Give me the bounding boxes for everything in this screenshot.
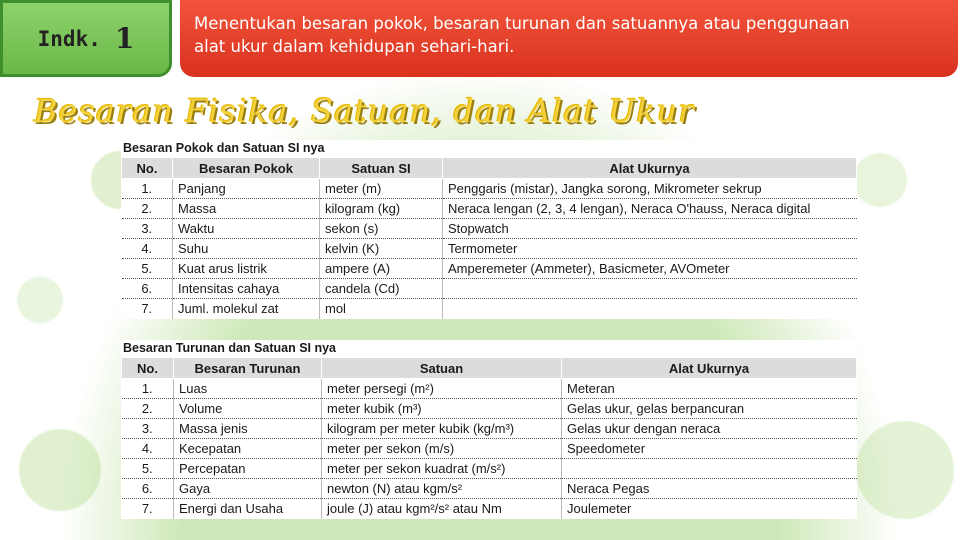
cell-instrument: Penggaris (mistar), Jangka sorong, Mikrometer sekrup <box>443 179 857 199</box>
derived-quantities-panel <box>121 340 857 519</box>
cell-quantity: Kecepatan <box>174 439 322 459</box>
cell-no: 4. <box>122 439 174 459</box>
cell-unit: newton (N) atau kgm/s² <box>322 479 562 499</box>
cell-instrument: Speedometer <box>562 439 857 459</box>
table-row <box>122 439 857 459</box>
cell-instrument: Neraca lengan (2, 3, 4 lengan), Neraca O'hauss, Neraca digital <box>443 199 857 219</box>
column-header-quantity: Besaran Pokok <box>173 158 320 179</box>
cell-no: 1. <box>122 379 174 399</box>
cell-no: 5. <box>122 259 173 279</box>
table-header-row <box>122 358 857 379</box>
cell-quantity: Luas <box>174 379 322 399</box>
base-quantities-caption: Besaran Pokok dan Satuan SI nya <box>123 141 325 155</box>
table-row <box>122 259 857 279</box>
derived-quantities-table <box>121 357 857 519</box>
column-header-no: No. <box>122 158 173 179</box>
cell-instrument: Meteran <box>562 379 857 399</box>
cell-instrument: Amperemeter (Ammeter), Basicmeter, AVOmeter <box>443 259 857 279</box>
table-row <box>122 299 857 319</box>
cell-no: 7. <box>122 299 173 319</box>
column-header-unit: Satuan SI <box>320 158 443 179</box>
cell-quantity: Waktu <box>173 219 320 239</box>
table-row <box>122 399 857 419</box>
cell-unit: meter (m) <box>320 179 443 199</box>
cell-instrument: Gelas ukur dengan neraca <box>562 419 857 439</box>
cell-quantity: Suhu <box>173 239 320 259</box>
cell-quantity: Gaya <box>174 479 322 499</box>
cell-quantity: Massa <box>173 199 320 219</box>
table-row <box>122 459 857 479</box>
cell-unit: ampere (A) <box>320 259 443 279</box>
cell-quantity: Juml. molekul zat <box>173 299 320 319</box>
column-header-unit: Satuan <box>322 358 562 379</box>
learning-goal-banner <box>180 0 958 77</box>
slide-title: Besaran Fisika, Satuan, dan Alat Ukur <box>34 92 695 130</box>
table-row <box>122 499 857 519</box>
cell-no: 4. <box>122 239 173 259</box>
cell-quantity: Percepatan <box>174 459 322 479</box>
table-header-row <box>122 158 857 179</box>
cell-no: 5. <box>122 459 174 479</box>
cell-quantity: Massa jenis <box>174 419 322 439</box>
cell-unit: kelvin (K) <box>320 239 443 259</box>
cell-quantity: Energi dan Usaha <box>174 499 322 519</box>
column-header-instrument: Alat Ukurnya <box>562 358 857 379</box>
cell-no: 3. <box>122 419 174 439</box>
cell-instrument: Joulemeter <box>567 501 632 517</box>
cell-unit: meter persegi (m²) <box>322 379 562 399</box>
cell-no: 7. <box>122 499 174 519</box>
indicator-number: 1 <box>114 22 135 55</box>
cell-quantity: Kuat arus listrik <box>173 259 320 279</box>
base-quantities-panel <box>121 140 857 319</box>
column-header-quantity: Besaran Turunan <box>174 358 322 379</box>
cell-quantity: Volume <box>174 399 322 419</box>
cell-instrument: Gelas ukur, gelas berpancuran <box>562 399 857 419</box>
cell-instrument <box>562 459 857 479</box>
table-row <box>122 379 857 399</box>
table-row <box>122 419 857 439</box>
indicator-badge <box>0 0 172 77</box>
column-header-no: No. <box>122 358 174 379</box>
cell-no: 2. <box>122 199 173 219</box>
table-row <box>122 179 857 199</box>
base-quantities-table <box>121 157 857 319</box>
cell-unit: kilogram (kg) <box>320 199 443 219</box>
table-row <box>122 199 857 219</box>
cell-instrument: Neraca Pegas <box>562 479 857 499</box>
cell-no: 2. <box>122 399 174 419</box>
cell-unit: meter per sekon (m/s) <box>322 439 562 459</box>
indicator-label: Indk. <box>37 26 101 51</box>
cell-unit: meter per sekon kuadrat (m/s²) <box>322 459 562 479</box>
cell-quantity: Panjang <box>173 179 320 199</box>
learning-goal-line-2: alat ukur dalam kehidupan sehari-hari. <box>194 37 515 56</box>
cell-instrument: Stopwatch <box>443 219 857 239</box>
derived-quantities-caption: Besaran Turunan dan Satuan SI nya <box>123 341 337 355</box>
table-row <box>122 479 857 499</box>
cell-unit: mol <box>320 299 443 319</box>
cell-quantity: Intensitas cahaya <box>173 279 320 299</box>
table-row <box>122 219 857 239</box>
cell-no: 6. <box>122 279 173 299</box>
cell-unit: joule (J) atau kgm²/s² atau Nm <box>322 499 562 519</box>
learning-goal-line-1: Menentukan besaran pokok, besaran turunan dan satuannya atau penggunaan <box>194 14 850 33</box>
table-row <box>122 279 857 299</box>
cell-unit: meter kubik (m³) <box>322 399 562 419</box>
cell-unit: candela (Cd) <box>320 279 443 299</box>
column-header-instrument: Alat Ukurnya <box>443 158 857 179</box>
cell-no: 3. <box>122 219 173 239</box>
cell-instrument: Termometer <box>443 239 857 259</box>
cell-unit: kilogram per meter kubik (kg/m³) <box>322 419 562 439</box>
cell-instrument <box>443 299 857 319</box>
table-row <box>122 239 857 259</box>
cell-no: 6. <box>122 479 174 499</box>
cell-instrument <box>443 279 857 299</box>
cell-unit: sekon (s) <box>320 219 443 239</box>
cell-no: 1. <box>122 179 173 199</box>
